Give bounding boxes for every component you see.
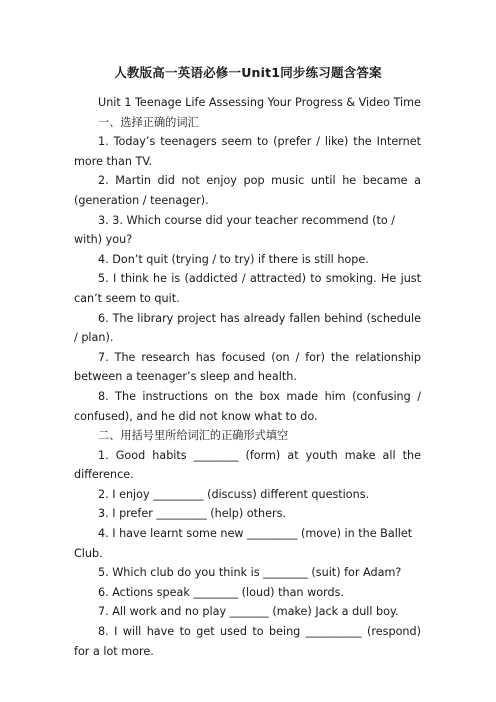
section-1-item: 7. The research has focused (on / for) the relationship between a teenager’s sleep and health. [74,350,421,384]
section-2-item: 8. I will have to get used to being __________ (respond) for a lot more. [74,625,421,658]
section-2-item: 6. Actions speak ________ (loud) than words. [98,585,344,599]
lesson-subtitle: Unit 1 Teenage Life Assessing Your Progress & Video Time [98,96,421,109]
section-1-item: 4. Don’t quit (trying / to try) if there is still hope. [98,252,369,266]
section-1-item: 1. Today’s teenagers seem to (prefer / like) the Internet more than TV. [74,135,421,168]
section-2-item: 1. Good habits ________ (form) at youth make all the difference. [74,448,421,482]
section-1-item: 5. I think he is (addicted / attracted) to smoking. He just can’t seem to quit. [74,272,421,305]
section-1-heading: 一、选择正确的词汇 [98,115,199,129]
section-2-item: 3. I prefer _________ (help) others. [98,507,286,521]
section-2-item: 2. I enjoy _________ (discuss) different questions. [98,487,370,501]
section-2-item: 5. Which club do you think is ________ (suit) for Adam? [98,566,402,580]
document-title: 人教版高一英语必修一Unit1同步练习题含答案 [114,65,382,80]
section-1-item: 2. Martin did not enjoy pop music until he became a (generation / teenager). [74,174,421,207]
section-1-item: 6. The library project has already fallen behind (schedule / plan). [74,311,421,345]
section-2-item: 4. I have learnt some new _________ (move) in the Ballet Club. [74,527,413,560]
section-2-item: 7. All work and no play _______ (make) Jack a dull boy. [98,605,399,619]
document-body [74,93,421,661]
section-2-heading: 二、用括号里所给词汇的正确形式填空 [98,429,289,443]
section-1-item: 8. The instructions on the box made him (confusing / confused), and he did not know what to do. [74,389,421,423]
section-1-item: 3. 3. Which course did your teacher recommend (to / with) you? [74,213,396,247]
